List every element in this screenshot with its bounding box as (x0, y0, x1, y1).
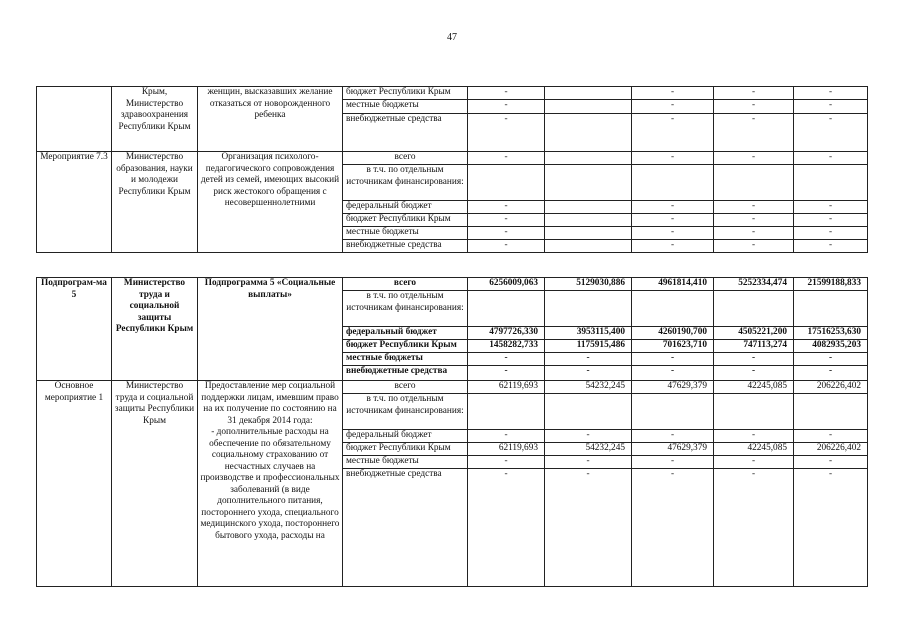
value-cell: - (468, 240, 545, 253)
value-cell: 1175915,486 (545, 340, 632, 353)
funding-source-label: бюджет Республики Крым (343, 214, 468, 227)
value-cell: - (632, 201, 714, 214)
cell-col3: женщин, высказавших желание отказаться от новорожденного ребенка (198, 87, 343, 152)
value-cell: - (714, 152, 794, 165)
value-cell: - (632, 469, 714, 587)
funding-source-label: внебюджетные средства (343, 469, 468, 587)
value-cell: - (545, 366, 632, 381)
funding-source-label: федеральный бюджет (343, 430, 468, 443)
value-cell: - (794, 366, 868, 381)
value-cell: - (632, 87, 714, 100)
funding-source-label: всего (343, 278, 468, 291)
value-cell: - (468, 456, 545, 469)
value-cell: - (632, 366, 714, 381)
value-cell: - (468, 430, 545, 443)
funding-source-label: местные бюджеты (343, 227, 468, 240)
value-cell: - (468, 469, 545, 587)
cell-col1: Мероприятие 7.3 (37, 152, 112, 253)
value-cell: 206226,402 (794, 381, 868, 394)
value-cell: - (714, 214, 794, 227)
value-cell (545, 394, 632, 430)
value-cell: 42245,085 (714, 381, 794, 394)
funding-source-label: местные бюджеты (343, 100, 468, 114)
value-cell: - (714, 114, 794, 152)
value-cell: 47629,379 (632, 443, 714, 456)
value-cell: 21599188,833 (794, 278, 868, 291)
value-cell (545, 152, 632, 165)
value-cell (545, 100, 632, 114)
value-cell: - (632, 353, 714, 366)
value-cell: - (632, 214, 714, 227)
funding-source-label: в т.ч. по отдельным источникам финансирования: (343, 394, 468, 430)
value-cell (545, 291, 632, 327)
value-cell: - (794, 87, 868, 100)
table2-body (37, 278, 868, 587)
table-row (37, 381, 868, 394)
value-cell (794, 394, 868, 430)
value-cell: - (794, 201, 868, 214)
cell-col3: Предоставление мер социальной поддержки лицам, имевшим право на их получение по состоянию на 31 декабря 2014 года: - дополнительные расходы на обеспечение по обязательному социальному страхованию от несчастных случаев на производстве и профессиональных заболеваний (в виде дополнительного питания, постороннего ухода, специального медицинского ухода, постороннего бытового ухода, расходы на (198, 381, 343, 587)
value-cell: 62119,693 (468, 443, 545, 456)
funding-source-label: всего (343, 152, 468, 165)
value-cell: - (714, 353, 794, 366)
value-cell: - (714, 201, 794, 214)
value-cell: - (714, 430, 794, 443)
cell-col1: Основное мероприятие 1 (37, 381, 112, 587)
value-cell: - (794, 430, 868, 443)
funding-source-label: местные бюджеты (343, 353, 468, 366)
value-cell: - (468, 152, 545, 165)
page-number: 47 (447, 32, 457, 43)
value-cell: - (714, 100, 794, 114)
value-cell: - (468, 227, 545, 240)
funding-source-label: внебюджетные средства (343, 240, 468, 253)
value-cell: - (468, 366, 545, 381)
value-cell: - (632, 100, 714, 114)
value-cell: - (794, 214, 868, 227)
value-cell (545, 201, 632, 214)
value-cell (468, 394, 545, 430)
cell-col1: Подпрограм-ма 5 (37, 278, 112, 381)
value-cell (632, 394, 714, 430)
funding-source-label: в т.ч. по отдельным источникам финансирования: (343, 165, 468, 201)
value-cell: 4082935,203 (794, 340, 868, 353)
value-cell: 4505221,200 (714, 327, 794, 340)
value-cell: - (545, 456, 632, 469)
value-cell: - (714, 456, 794, 469)
value-cell: 4260190,700 (632, 327, 714, 340)
cell-col2: Министерство образования, науки и молодежи Республики Крым (112, 152, 198, 253)
value-cell (468, 291, 545, 327)
value-cell: - (794, 240, 868, 253)
value-cell: 6256009,063 (468, 278, 545, 291)
cell-col1 (37, 87, 112, 152)
table-row (37, 152, 868, 165)
cell-col3: Подпрограмма 5 «Социальные выплаты» (198, 278, 343, 381)
value-cell: - (632, 227, 714, 240)
value-cell: - (794, 114, 868, 152)
value-cell (632, 165, 714, 201)
value-cell: - (468, 114, 545, 152)
value-cell: 4961814,410 (632, 278, 714, 291)
value-cell: - (794, 227, 868, 240)
value-cell (545, 87, 632, 100)
table-row (37, 278, 868, 291)
value-cell: - (714, 227, 794, 240)
value-cell (714, 291, 794, 327)
value-cell: - (468, 100, 545, 114)
value-cell (545, 165, 632, 201)
cell-col2: Министерство труда и социальной защиты Республики Крым (112, 381, 198, 587)
table1-body (37, 87, 868, 253)
table-row (37, 87, 868, 100)
value-cell: - (632, 456, 714, 469)
value-cell: - (714, 469, 794, 587)
table-subprogram-5 (36, 277, 868, 587)
value-cell: - (632, 152, 714, 165)
value-cell: 206226,402 (794, 443, 868, 456)
value-cell: - (468, 214, 545, 227)
value-cell: - (468, 87, 545, 100)
value-cell: - (632, 240, 714, 253)
funding-source-label: в т.ч. по отдельным источникам финансирования: (343, 291, 468, 327)
value-cell: - (794, 456, 868, 469)
value-cell: 42245,085 (714, 443, 794, 456)
value-cell (545, 227, 632, 240)
funding-source-label: бюджет Республики Крым (343, 340, 468, 353)
value-cell: - (794, 469, 868, 587)
funding-source-label: всего (343, 381, 468, 394)
value-cell (468, 165, 545, 201)
value-cell (632, 291, 714, 327)
funding-source-label: бюджет Республики Крым (343, 443, 468, 456)
table-continuation (36, 86, 868, 253)
value-cell: - (794, 353, 868, 366)
value-cell: 17516253,630 (794, 327, 868, 340)
cell-col2: Крым, Министерство здравоохранения Республики Крым (112, 87, 198, 152)
funding-source-label: внебюджетные средства (343, 366, 468, 381)
value-cell: 47629,379 (632, 381, 714, 394)
funding-source-label: местные бюджеты (343, 456, 468, 469)
value-cell (794, 165, 868, 201)
value-cell: - (632, 114, 714, 152)
cell-col3: Организация психолого-педагогического сопровождения детей из семей, имеющих высокий риск жестокого обращения с несовершеннолетними (198, 152, 343, 253)
value-cell: 3953115,400 (545, 327, 632, 340)
funding-source-label: бюджет Республики Крым (343, 87, 468, 100)
value-cell: - (468, 353, 545, 366)
value-cell (545, 214, 632, 227)
value-cell: 701623,710 (632, 340, 714, 353)
value-cell: 1458282,733 (468, 340, 545, 353)
value-cell: - (794, 152, 868, 165)
value-cell: 54232,245 (545, 381, 632, 394)
value-cell: - (545, 430, 632, 443)
value-cell (714, 165, 794, 201)
value-cell: 62119,693 (468, 381, 545, 394)
value-cell: - (545, 469, 632, 587)
value-cell: - (468, 201, 545, 214)
cell-col2: Министерство труда и социальной защиты Республики Крым (112, 278, 198, 381)
funding-source-label: внебюджетные средства (343, 114, 468, 152)
value-cell (545, 240, 632, 253)
value-cell: 5252334,474 (714, 278, 794, 291)
funding-source-label: федеральный бюджет (343, 327, 468, 340)
value-cell: - (714, 366, 794, 381)
value-cell: 54232,245 (545, 443, 632, 456)
value-cell: 5129030,886 (545, 278, 632, 291)
value-cell: - (714, 87, 794, 100)
value-cell: - (632, 430, 714, 443)
value-cell (794, 291, 868, 327)
value-cell (714, 394, 794, 430)
value-cell: - (545, 353, 632, 366)
funding-source-label: федеральный бюджет (343, 201, 468, 214)
value-cell: 747113,274 (714, 340, 794, 353)
value-cell: - (714, 240, 794, 253)
value-cell (545, 114, 632, 152)
value-cell: - (794, 100, 868, 114)
value-cell: 4797726,330 (468, 327, 545, 340)
